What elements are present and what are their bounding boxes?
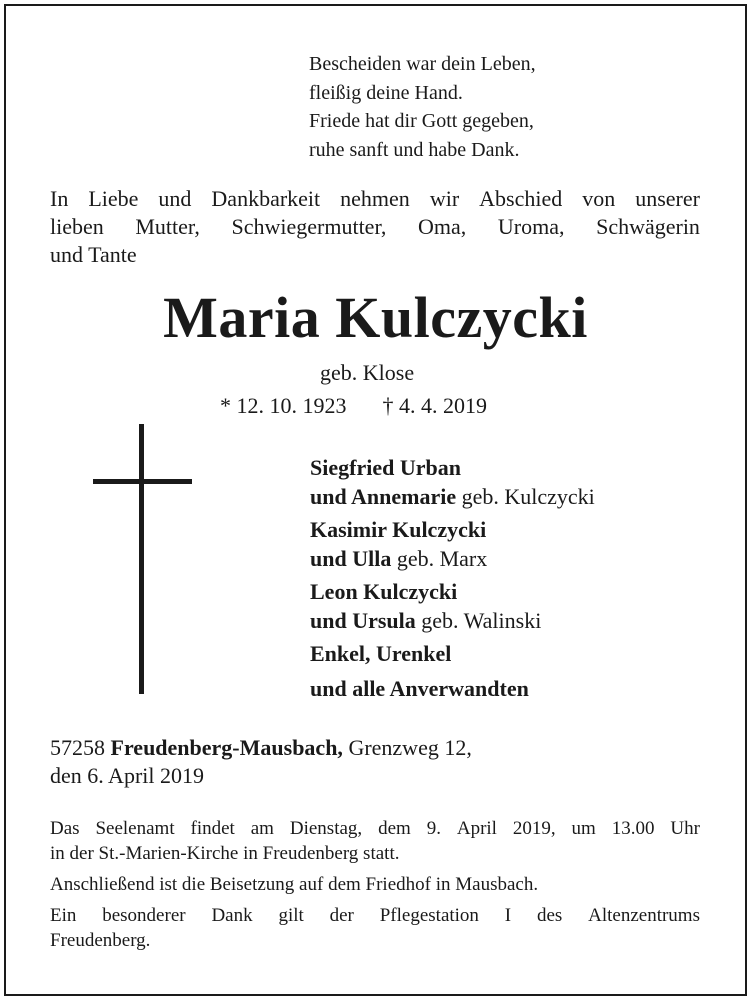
death-date: † 4. 4. 2019 — [382, 393, 487, 418]
mourner-line: Siegfried Urban — [310, 455, 461, 480]
word: dem — [378, 818, 411, 839]
poem-verse — [309, 50, 536, 164]
word: findet — [190, 818, 235, 839]
word: Mutter, — [135, 214, 200, 239]
word: Altenzentrums — [588, 905, 700, 926]
service-note — [50, 816, 700, 866]
place-name: Freudenberg-Mausbach, — [110, 735, 343, 760]
poem-line: Friede hat dir Gott gegeben, — [309, 110, 534, 132]
word: wir — [429, 186, 460, 211]
word: nehmen — [340, 186, 410, 211]
word: In — [50, 186, 69, 211]
thanks-note — [50, 903, 700, 953]
birth-date: * 12. 10. 1923 — [220, 393, 347, 418]
burial-note: Anschließend ist die Beisetzung auf dem Friedhof in Mausbach. — [50, 874, 539, 895]
word: 9. — [426, 818, 441, 839]
word: gilt — [278, 905, 304, 926]
word: Das — [50, 818, 80, 839]
word: unserer — [635, 186, 700, 211]
word: Uhr — [670, 818, 700, 839]
word: Schwägerin — [596, 214, 700, 239]
mourners-list — [310, 453, 595, 703]
word: Seelenamt — [95, 818, 175, 839]
intro-line: und Tante — [50, 242, 137, 267]
word: 2019, — [512, 818, 556, 839]
mourner-line: und Annemarie geb. Kulczycki — [310, 484, 595, 509]
word: lieben — [50, 214, 104, 239]
word: und — [158, 186, 192, 211]
word: 13.00 — [611, 818, 655, 839]
note-line — [50, 903, 700, 928]
word: Dankbarkeit — [211, 186, 321, 211]
postcode: 57258 — [50, 735, 105, 760]
note-line: Freudenberg. — [50, 930, 151, 951]
word: Dank — [211, 905, 253, 926]
intro-line — [50, 185, 700, 213]
life-dates — [220, 393, 487, 419]
word: am — [250, 818, 274, 839]
deceased-name: Maria Kulczycki — [163, 285, 588, 350]
intro-text — [50, 185, 700, 269]
word: Ein — [50, 905, 77, 926]
word: Dienstag, — [289, 818, 363, 839]
poem-line: Bescheiden war dein Leben, — [309, 53, 536, 75]
word: der — [329, 905, 354, 926]
note-line — [50, 816, 700, 841]
maiden-name: geb. Klose — [320, 360, 415, 385]
word: I — [504, 905, 512, 926]
funeral-notes — [50, 816, 700, 959]
street: Grenzweg 12, — [348, 735, 472, 760]
word: Oma, — [418, 214, 467, 239]
poem-line: fleißig deine Hand. — [309, 81, 463, 104]
mourner-line: Kasimir Kulczycki — [310, 517, 487, 542]
note-line: in der St.-Marien-Kirche in Freudenberg statt. — [50, 843, 400, 864]
word: besonderer — [102, 905, 186, 926]
word: April — [456, 818, 497, 839]
word: von — [582, 186, 616, 211]
notice-date: den 6. April 2019 — [50, 763, 204, 788]
word: des — [536, 905, 563, 926]
mourner-line: und Ulla geb. Marx — [310, 546, 488, 571]
mourner-line: Enkel, Urenkel — [310, 641, 452, 666]
word: Uroma, — [497, 214, 565, 239]
mourner-line: Leon Kulczycki — [310, 579, 458, 604]
address-line — [50, 734, 472, 762]
mourner-line: und Ursula geb. Walinski — [310, 608, 542, 633]
mourner-line: und alle Anverwandten — [310, 676, 529, 701]
address-block — [50, 734, 472, 790]
word: Liebe — [88, 186, 139, 211]
word: um — [571, 818, 596, 839]
word: Abschied — [479, 186, 563, 211]
word: Pflegestation — [379, 905, 479, 926]
poem-line: ruhe sanft und habe Dank. — [309, 138, 520, 161]
word: Schwiegermutter, — [231, 214, 387, 239]
intro-line — [50, 213, 700, 241]
